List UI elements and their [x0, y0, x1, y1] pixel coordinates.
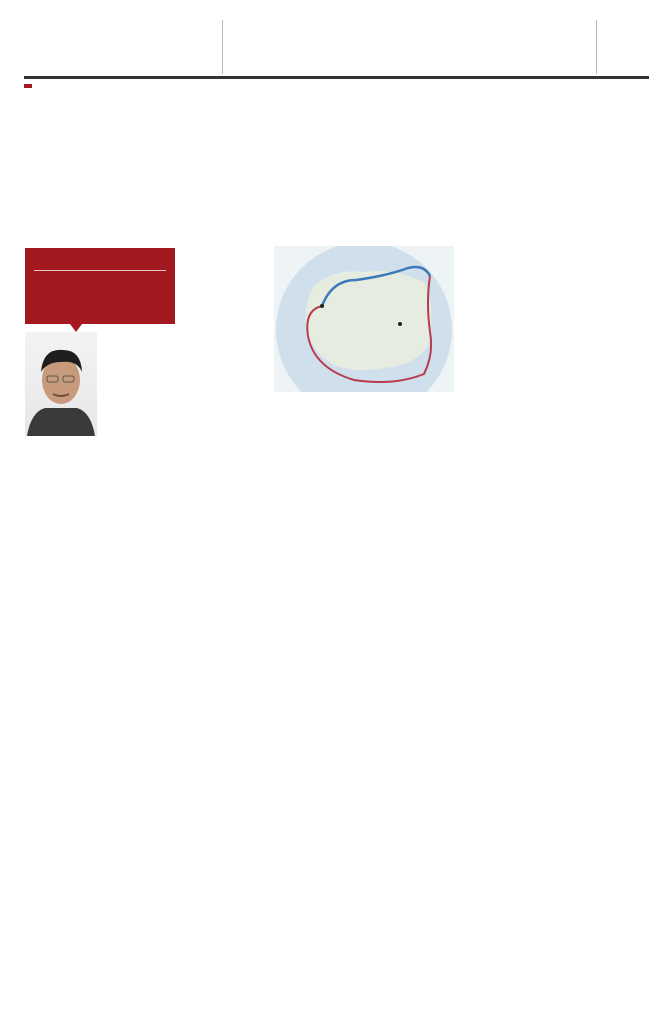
article1-column-3 — [181, 244, 269, 630]
masthead-rule — [24, 76, 649, 79]
article1-column-5 — [368, 410, 456, 630]
author-headshot-icon — [25, 332, 97, 436]
column-box-rule — [34, 270, 166, 271]
article1-kicker — [24, 84, 32, 88]
author-photo — [25, 332, 97, 436]
masthead-divider — [596, 20, 597, 74]
column-name — [25, 248, 175, 264]
map-graphic — [274, 246, 454, 392]
arctic-route-map — [274, 246, 454, 392]
article1-column-1 — [25, 438, 97, 628]
column-box-eye-on-china — [25, 248, 175, 324]
speech-notch — [70, 324, 82, 332]
article1-column-2 — [100, 338, 175, 630]
article1-column-6 — [461, 244, 549, 630]
masthead-divider — [222, 20, 223, 74]
article1-column-4 — [274, 410, 362, 630]
